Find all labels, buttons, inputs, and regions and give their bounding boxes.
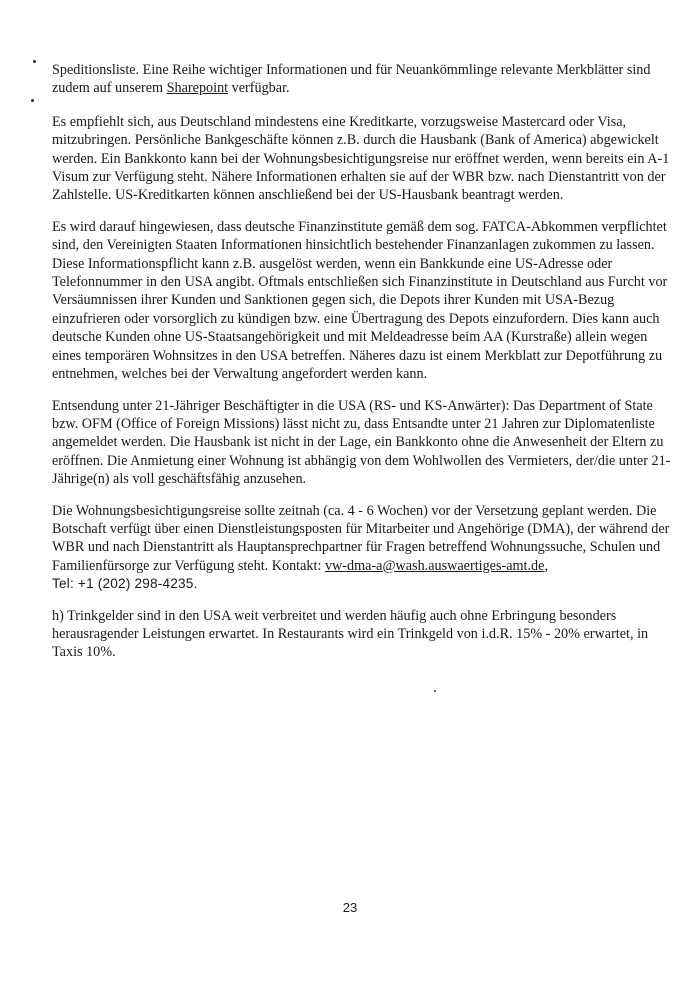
paragraph-fatca: Es wird darauf hingewiesen, dass deutsche Finanzinstitute gemäß dem sog. FATCA-Abkommen verpflichtet sind, den Vereinigten Staaten Informationen hinsichtlich bestehender Finanzanlagen zukommen zu lassen. Diese Informationspflicht kann z.B. ausgelöst werden, wenn ein Bankkunde eine US-Adresse oder Telefonnummer in den USA angibt. Oftmals entschließen sich Finanzinstitute in Deutschland aus Furcht vor Versäumnissen ihrer Kunden und Sanktionen gegen sich, die Depots ihrer Kunden mit USA-Bezug einzufrieren oder vorsorglich zu kündigen bzw. eine Übertragung des Depots einzufordern. Dies kann auch deutsche Kunden ohne US-Staatsangehörigkeit und mit Meldeadresse beim AA (Kurstraße) allein wegen eines temporären Wohnsitzes in den USA betreffen. Näheres dazu ist einem Merkblatt zur Depotführung zu entnehmen, welches bei der Verwaltung angefordert werden kann. — [52, 218, 668, 383]
scan-speck — [434, 690, 436, 692]
paragraph-housing-trip — [52, 502, 672, 594]
paragraph-credit-card: Es empfiehlt sich, aus Deutschland mindestens eine Kreditkarte, vorzugsweise Mastercard oder Visa, mitzubringen. Persönliche Bankgeschäfte können z.B. durch die Hausbank (Bank of America) abgewickelt werden. Ein Bankkonto kann bei der Wohnungsbesichtigungsreise nur eröffnet werden, wenn bereits ein A-1 Visum zur Verfügung steht. Nähere Informationen erhalten sie auf der WBR bzw. nach Dienstantritt von der Zahlstelle. US-Kreditkarten können anschließend bei der US-Hausbank beantragt werden. — [52, 113, 670, 204]
sharepoint-link[interactable]: Sharepoint — [166, 80, 229, 97]
paragraph-under-21: Entsendung unter 21-Jähriger Beschäftigter in die USA (RS- und KS-Anwärter): Das Department of State bzw. OFM (Office of Foreign Missions) lässt nicht zu, dass Entsandte unter 21 Jahren zur Diplomatenliste angemeldet werden. Die Hausbank ist nicht in der Lage, ein Bankkonto ohne die Anwesenheit der Eltern zu eröffnen. Die Anmietung einer Wohnung ist abhängig von dem Wohlwollen des Vermieters, der/die unter 21-Jährige(n) als voll geschäftsfähig anzusehen. — [52, 397, 671, 488]
scan-speck — [31, 99, 34, 102]
paragraph-text: Speditionsliste. Eine Reihe wichtiger Informationen und für Neuankömmlinge relevante Merkblätter sind zudem auf unserem — [52, 62, 651, 97]
contact-email-link[interactable]: vw-dma-a@wash.auswaertiges-amt.de — [324, 557, 545, 574]
page-number: 23 — [342, 900, 358, 915]
paragraph-text: , — [544, 557, 548, 574]
paragraph-text: Die Wohnungsbesichtigungsreise sollte zeitnah (ca. 4 - 6 Wochen) vor der Versetzung geplant werden. Die Botschaft verfügt über einen Dienstleistungsposten für Mitarbeiter und Angehörige (DMA), der während der WBR und nach Dienstantritt als Hauptansprechpartner für Fragen betreffend Wohnungssuche, Schulen und Familienfürsorge zur Verfügung steht. Kontakt: — [52, 502, 670, 574]
paragraph-tipping: h) Trinkgelder sind in den USA weit verbreitet und werden häufig auch ohne Erbringung besonders herausragender Leistungen erwartet. In Restaurants wird ein Trinkgeld von i.d.R. 15% - 20% erwartet, in Taxis 10%. — [52, 607, 649, 661]
paragraph-sharepoint — [52, 61, 672, 98]
contact-phone: Tel: +1 (202) 298-4235. — [52, 576, 198, 592]
document-body — [52, 61, 672, 675]
scan-speck — [33, 60, 36, 63]
paragraph-text: verfügbar. — [228, 80, 290, 97]
